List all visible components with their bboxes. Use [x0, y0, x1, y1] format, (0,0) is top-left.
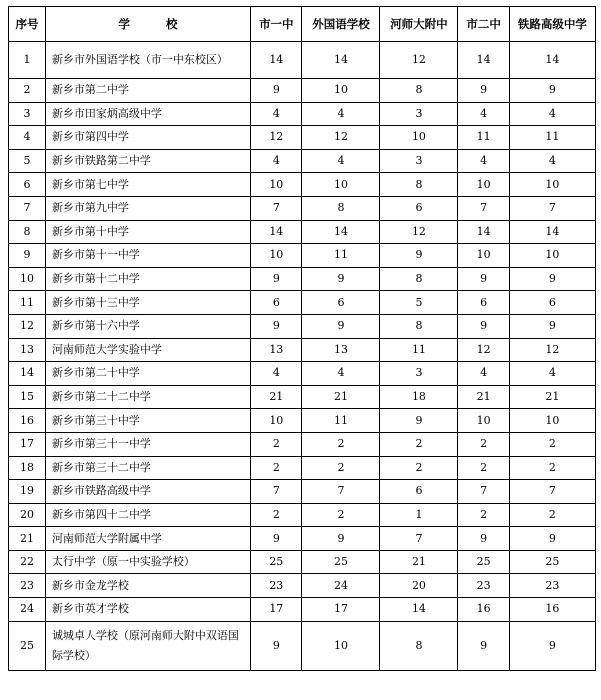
value-col3: 3	[380, 149, 458, 173]
value-col2: 2	[302, 432, 380, 456]
value-col5: 14	[509, 220, 595, 244]
value-col2: 21	[302, 385, 380, 409]
table-row	[9, 432, 596, 456]
value-col3: 2	[380, 456, 458, 480]
school-name: 新乡市田家炳高级中学	[45, 102, 250, 126]
value-col4: 9	[458, 527, 509, 551]
value-col3: 8	[380, 79, 458, 103]
table-row	[9, 42, 596, 79]
table-row	[9, 244, 596, 268]
row-index: 7	[9, 196, 46, 220]
row-index: 16	[9, 409, 46, 433]
row-index: 14	[9, 362, 46, 386]
value-col2: 24	[302, 574, 380, 598]
value-col2: 14	[302, 220, 380, 244]
value-col5: 6	[509, 291, 595, 315]
table-row	[9, 220, 596, 244]
value-col3: 6	[380, 480, 458, 504]
value-col4: 7	[458, 480, 509, 504]
value-col4: 9	[458, 314, 509, 338]
value-col1: 7	[251, 196, 302, 220]
value-col5: 12	[509, 338, 595, 362]
header-school-char2: 校	[166, 17, 178, 31]
school-name: 新乡市第十三中学	[45, 291, 250, 315]
school-name: 新乡市第三十二中学	[45, 456, 250, 480]
school-name: 新乡市第四十二中学	[45, 503, 250, 527]
school-name: 太行中学（原一中实验学校）	[45, 550, 250, 574]
row-index: 5	[9, 149, 46, 173]
value-col3: 3	[380, 362, 458, 386]
row-index: 21	[9, 527, 46, 551]
value-col3: 6	[380, 196, 458, 220]
value-col5: 2	[509, 503, 595, 527]
school-name: 新乡市第二十二中学	[45, 385, 250, 409]
table-row	[9, 196, 596, 220]
table-row	[9, 409, 596, 433]
value-col4: 4	[458, 149, 509, 173]
value-col1: 17	[251, 598, 302, 622]
value-col5: 2	[509, 456, 595, 480]
value-col4: 7	[458, 196, 509, 220]
row-index: 19	[9, 480, 46, 504]
value-col2: 7	[302, 480, 380, 504]
value-col1: 10	[251, 409, 302, 433]
value-col1: 10	[251, 173, 302, 197]
value-col4: 21	[458, 385, 509, 409]
value-col3: 20	[380, 574, 458, 598]
value-col2: 10	[302, 621, 380, 670]
value-col4: 10	[458, 244, 509, 268]
value-col5: 21	[509, 385, 595, 409]
school-name: 新乡市第十六中学	[45, 314, 250, 338]
value-col1: 9	[251, 79, 302, 103]
value-col1: 4	[251, 149, 302, 173]
table-row	[9, 503, 596, 527]
value-col4: 6	[458, 291, 509, 315]
school-name: 新乡市第三十一中学	[45, 432, 250, 456]
value-col3: 1	[380, 503, 458, 527]
table-row	[9, 338, 596, 362]
row-index: 3	[9, 102, 46, 126]
value-col4: 2	[458, 503, 509, 527]
value-col1: 12	[251, 126, 302, 150]
value-col4: 9	[458, 79, 509, 103]
header-col1: 市一中	[251, 7, 302, 42]
school-name: 新乡市外国语学校（市一中东校区）	[45, 42, 250, 79]
value-col5: 10	[509, 409, 595, 433]
row-index: 24	[9, 598, 46, 622]
row-index: 12	[9, 314, 46, 338]
value-col3: 7	[380, 527, 458, 551]
school-name: 新乡市第十一中学	[45, 244, 250, 268]
header-row	[9, 7, 596, 42]
value-col2: 11	[302, 244, 380, 268]
school-name: 河南师范大学实验中学	[45, 338, 250, 362]
value-col3: 2	[380, 432, 458, 456]
value-col1: 23	[251, 574, 302, 598]
table-row	[9, 385, 596, 409]
row-index: 4	[9, 126, 46, 150]
row-index: 17	[9, 432, 46, 456]
school-name: 新乡市第二十中学	[45, 362, 250, 386]
value-col3: 5	[380, 291, 458, 315]
value-col3: 9	[380, 409, 458, 433]
value-col1: 13	[251, 338, 302, 362]
header-col2: 外国语学校	[302, 7, 380, 42]
school-name: 新乡市金龙学校	[45, 574, 250, 598]
table-row	[9, 173, 596, 197]
value-col2: 11	[302, 409, 380, 433]
value-col1: 9	[251, 527, 302, 551]
value-col1: 14	[251, 42, 302, 79]
value-col3: 14	[380, 598, 458, 622]
value-col5: 4	[509, 362, 595, 386]
value-col3: 8	[380, 267, 458, 291]
table-row	[9, 102, 596, 126]
value-col4: 12	[458, 338, 509, 362]
header-col3: 河师大附中	[380, 7, 458, 42]
value-col5: 9	[509, 621, 595, 670]
value-col3: 18	[380, 385, 458, 409]
school-name: 新乡市第二中学	[45, 79, 250, 103]
school-name: 诚城卓人学校（原河南师大附中双语国际学校）	[45, 621, 250, 670]
value-col4: 25	[458, 550, 509, 574]
header-col4: 市二中	[458, 7, 509, 42]
value-col1: 14	[251, 220, 302, 244]
school-name: 新乡市第七中学	[45, 173, 250, 197]
value-col1: 2	[251, 456, 302, 480]
table-row	[9, 621, 596, 670]
school-name: 新乡市第十二中学	[45, 267, 250, 291]
value-col3: 8	[380, 314, 458, 338]
value-col5: 7	[509, 196, 595, 220]
row-index: 6	[9, 173, 46, 197]
value-col5: 4	[509, 102, 595, 126]
row-index: 1	[9, 42, 46, 79]
school-name: 新乡市第十中学	[45, 220, 250, 244]
header-school-char1: 学	[118, 17, 131, 31]
header-index: 序号	[9, 7, 46, 42]
value-col5: 4	[509, 149, 595, 173]
header-school	[45, 7, 250, 42]
value-col2: 8	[302, 196, 380, 220]
value-col4: 4	[458, 362, 509, 386]
value-col4: 14	[458, 42, 509, 79]
table-row	[9, 126, 596, 150]
school-name: 新乡市第三十中学	[45, 409, 250, 433]
row-index: 10	[9, 267, 46, 291]
value-col2: 12	[302, 126, 380, 150]
value-col4: 14	[458, 220, 509, 244]
value-col2: 4	[302, 149, 380, 173]
value-col4: 2	[458, 456, 509, 480]
header-col5: 铁路高级中学	[509, 7, 595, 42]
value-col4: 11	[458, 126, 509, 150]
value-col2: 4	[302, 102, 380, 126]
school-name: 河南师范大学附属中学	[45, 527, 250, 551]
value-col1: 25	[251, 550, 302, 574]
quota-table	[8, 6, 596, 671]
value-col3: 8	[380, 621, 458, 670]
value-col4: 9	[458, 621, 509, 670]
value-col5: 11	[509, 126, 595, 150]
value-col2: 2	[302, 456, 380, 480]
value-col5: 9	[509, 527, 595, 551]
value-col2: 6	[302, 291, 380, 315]
table-row	[9, 149, 596, 173]
value-col3: 11	[380, 338, 458, 362]
table-row	[9, 314, 596, 338]
value-col1: 2	[251, 503, 302, 527]
value-col1: 9	[251, 621, 302, 670]
table-row	[9, 79, 596, 103]
value-col2: 9	[302, 527, 380, 551]
row-index: 15	[9, 385, 46, 409]
value-col2: 9	[302, 267, 380, 291]
table-row	[9, 550, 596, 574]
value-col3: 21	[380, 550, 458, 574]
value-col1: 21	[251, 385, 302, 409]
value-col5: 23	[509, 574, 595, 598]
row-index: 18	[9, 456, 46, 480]
value-col5: 9	[509, 267, 595, 291]
value-col5: 9	[509, 314, 595, 338]
value-col2: 10	[302, 79, 380, 103]
row-index: 25	[9, 621, 46, 670]
table-row	[9, 598, 596, 622]
row-index: 13	[9, 338, 46, 362]
value-col4: 16	[458, 598, 509, 622]
value-col3: 8	[380, 173, 458, 197]
table-row	[9, 456, 596, 480]
value-col1: 9	[251, 267, 302, 291]
value-col3: 12	[380, 42, 458, 79]
table-row	[9, 527, 596, 551]
value-col1: 7	[251, 480, 302, 504]
value-col2: 2	[302, 503, 380, 527]
value-col2: 4	[302, 362, 380, 386]
table-row	[9, 291, 596, 315]
value-col5: 16	[509, 598, 595, 622]
value-col2: 13	[302, 338, 380, 362]
value-col3: 3	[380, 102, 458, 126]
value-col2: 9	[302, 314, 380, 338]
table-row	[9, 480, 596, 504]
row-index: 22	[9, 550, 46, 574]
row-index: 23	[9, 574, 46, 598]
value-col5: 10	[509, 244, 595, 268]
value-col3: 9	[380, 244, 458, 268]
row-index: 2	[9, 79, 46, 103]
value-col5: 2	[509, 432, 595, 456]
value-col3: 10	[380, 126, 458, 150]
value-col5: 9	[509, 79, 595, 103]
value-col2: 14	[302, 42, 380, 79]
value-col4: 2	[458, 432, 509, 456]
value-col5: 10	[509, 173, 595, 197]
row-index: 20	[9, 503, 46, 527]
value-col5: 14	[509, 42, 595, 79]
value-col2: 17	[302, 598, 380, 622]
value-col1: 2	[251, 432, 302, 456]
value-col5: 7	[509, 480, 595, 504]
school-name: 新乡市铁路第二中学	[45, 149, 250, 173]
value-col1: 6	[251, 291, 302, 315]
row-index: 11	[9, 291, 46, 315]
school-name: 新乡市铁路高级中学	[45, 480, 250, 504]
value-col4: 10	[458, 409, 509, 433]
value-col2: 25	[302, 550, 380, 574]
table-row	[9, 574, 596, 598]
value-col1: 10	[251, 244, 302, 268]
value-col4: 9	[458, 267, 509, 291]
value-col1: 4	[251, 102, 302, 126]
value-col2: 10	[302, 173, 380, 197]
row-index: 9	[9, 244, 46, 268]
value-col4: 23	[458, 574, 509, 598]
school-name: 新乡市英才学校	[45, 598, 250, 622]
value-col5: 25	[509, 550, 595, 574]
table-row	[9, 362, 596, 386]
table-row	[9, 267, 596, 291]
value-col4: 10	[458, 173, 509, 197]
school-name: 新乡市第九中学	[45, 196, 250, 220]
school-name: 新乡市第四中学	[45, 126, 250, 150]
row-index: 8	[9, 220, 46, 244]
value-col4: 4	[458, 102, 509, 126]
value-col3: 12	[380, 220, 458, 244]
value-col1: 9	[251, 314, 302, 338]
value-col1: 4	[251, 362, 302, 386]
